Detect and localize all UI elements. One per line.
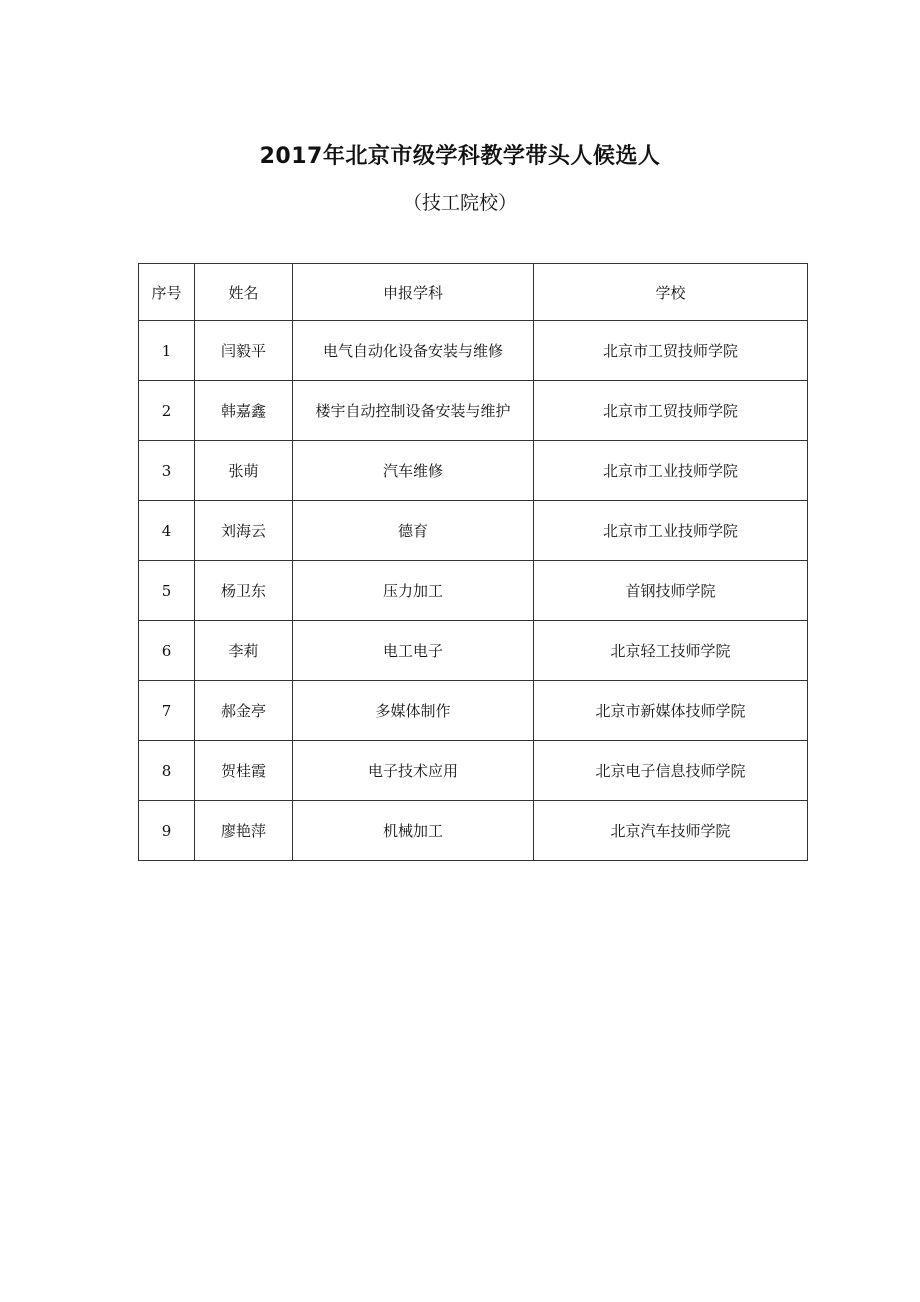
cell-school: 北京市工业技师学院 <box>534 441 808 501</box>
cell-index: 9 <box>139 801 195 861</box>
cell-subject: 电气自动化设备安装与维修 <box>293 321 534 381</box>
cell-subject: 压力加工 <box>293 561 534 621</box>
table-row <box>139 681 808 741</box>
cell-name: 韩嘉鑫 <box>195 381 293 441</box>
cell-school: 北京市工贸技师学院 <box>534 381 808 441</box>
cell-school: 北京市工贸技师学院 <box>534 321 808 381</box>
cell-index: 7 <box>139 681 195 741</box>
cell-school: 北京电子信息技师学院 <box>534 741 808 801</box>
cell-school: 北京汽车技师学院 <box>534 801 808 861</box>
cell-index: 6 <box>139 621 195 681</box>
cell-subject: 多媒体制作 <box>293 681 534 741</box>
table-row <box>139 381 808 441</box>
header-name: 姓名 <box>195 264 293 321</box>
cell-index: 1 <box>139 321 195 381</box>
table-row <box>139 321 808 381</box>
cell-subject: 电工电子 <box>293 621 534 681</box>
cell-name: 张萌 <box>195 441 293 501</box>
cell-school: 北京市新媒体技师学院 <box>534 681 808 741</box>
cell-name: 刘海云 <box>195 501 293 561</box>
cell-subject: 汽车维修 <box>293 441 534 501</box>
cell-name: 郝金亭 <box>195 681 293 741</box>
cell-index: 8 <box>139 741 195 801</box>
cell-name: 贺桂霞 <box>195 741 293 801</box>
cell-index: 2 <box>139 381 195 441</box>
cell-school: 北京市工业技师学院 <box>534 501 808 561</box>
table-row <box>139 501 808 561</box>
table-row <box>139 621 808 681</box>
table-row <box>139 801 808 861</box>
header-school: 学校 <box>534 264 808 321</box>
cell-name: 闫毅平 <box>195 321 293 381</box>
cell-index: 4 <box>139 501 195 561</box>
document-title: 2017年北京市级学科教学带头人候选人 <box>259 144 661 169</box>
cell-name: 廖艳萍 <box>195 801 293 861</box>
header-subject: 申报学科 <box>293 264 534 321</box>
cell-school: 首钢技师学院 <box>534 561 808 621</box>
cell-school: 北京轻工技师学院 <box>534 621 808 681</box>
cell-name: 杨卫东 <box>195 561 293 621</box>
cell-index: 5 <box>139 561 195 621</box>
cell-index: 3 <box>139 441 195 501</box>
table-header-row <box>139 264 808 321</box>
table-row <box>139 561 808 621</box>
cell-subject: 楼宇自动控制设备安装与维护 <box>293 381 534 441</box>
candidate-table <box>138 263 808 861</box>
cell-name: 李莉 <box>195 621 293 681</box>
cell-subject: 德育 <box>293 501 534 561</box>
table-row <box>139 441 808 501</box>
cell-subject: 电子技术应用 <box>293 741 534 801</box>
cell-subject: 机械加工 <box>293 801 534 861</box>
header-index: 序号 <box>139 264 195 321</box>
document-subtitle: （技工院校） <box>402 192 517 214</box>
table-row <box>139 741 808 801</box>
